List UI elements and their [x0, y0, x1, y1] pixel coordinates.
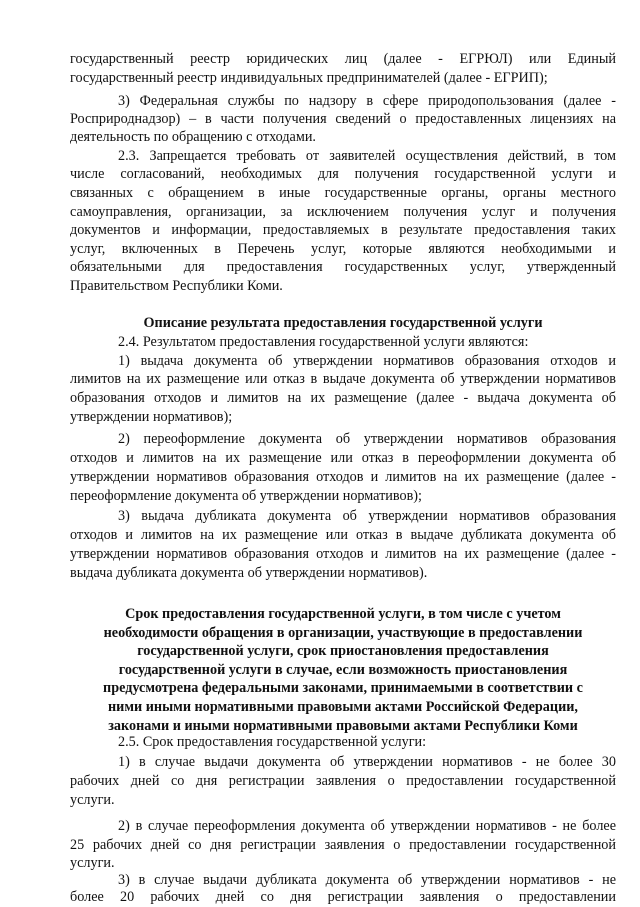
text-line: более 20 рабочих дней со дня регистрации заявления о предоставлении: [70, 889, 616, 905]
text-line: 2) в случае переоформления документа об утверждении нормативов - не более: [118, 818, 616, 834]
text-line: Росприроднадзор) – в части получения сведений о предоставленных лицензиях на: [70, 111, 616, 127]
text-line: услуг, включенных в Перечень услуг, которые являются необходимыми и: [70, 241, 616, 257]
text-line: 2) переоформление документа об утверждении нормативов образования: [118, 431, 616, 447]
text-line: лимитов на их размещение или отказ в выдаче документа об утверждении нормативов: [70, 371, 616, 387]
text-line: рабочих дней со дня регистрации заявления о предоставлении государственной: [70, 773, 616, 789]
text-line: отходов и лимитов на их размещение или отказ в переоформлении документа об: [70, 450, 616, 466]
text-line: 2.3. Запрещается требовать от заявителей осуществления действий, в том: [118, 148, 616, 164]
section-heading: ними иными нормативными правовыми актами Российской Федерации,: [108, 699, 578, 715]
text-line: 1) в случае выдачи документа об утверждении нормативов - не более 30: [118, 754, 616, 770]
section-heading: Описание результата предоставления государственной услуги: [143, 315, 543, 331]
text-line: 2.4. Результатом предоставления государственной услуги являются:: [118, 334, 529, 350]
text-line: обязательными для предоставления государственных услуг, утвержденный: [70, 259, 616, 275]
text-line: самоуправления, организации, за исключением получения услуг и получения: [70, 204, 616, 220]
text-line: государственный реестр индивидуальных предпринимателей (далее - ЕГРИП);: [70, 70, 548, 86]
text-line: отходов и лимитов на их размещение или отказ в выдаче дубликата документа об: [70, 527, 616, 543]
text-line: выдача дубликата документа об утверждении нормативов).: [70, 565, 428, 581]
text-line: услуги.: [70, 855, 115, 871]
text-line: 3) в случае выдачи дубликата документа об утверждении нормативов - не: [118, 872, 616, 888]
text-line: 3) Федеральная службы по надзору в сфере природопользования (далее -: [118, 93, 616, 109]
section-heading: государственной услуги в случае, если возможность приостановления: [118, 662, 568, 678]
text-line: услуги.: [70, 792, 115, 808]
text-line: 2.5. Срок предоставления государственной услуги:: [118, 734, 427, 750]
text-line: государственный реестр юридических лиц (далее - ЕГРЮЛ) или Единый: [70, 51, 616, 67]
section-heading: предусмотрена федеральными законами, принимаемыми в соответствии с: [103, 680, 583, 696]
section-heading: необходимости обращения в организации, участвующие в предоставлении: [103, 625, 583, 641]
text-line: 3) выдача дубликата документа об утверждении нормативов образования: [118, 508, 616, 524]
section-heading: государственной услуги, срок приостановления предоставления: [137, 643, 549, 659]
text-line: Правительством Республики Коми.: [70, 278, 283, 294]
text-line: образования отходов и лимитов на их размещение (далее - выдача документа об: [70, 390, 616, 406]
text-line: 1) выдача документа об утверждении нормативов образования отходов и: [118, 353, 616, 369]
text-line: переоформление документа об утверждении нормативов);: [70, 488, 422, 504]
text-line: утверждении нормативов);: [70, 409, 233, 425]
text-line: утверждении нормативов образования отходов и лимитов на их размещение (далее -: [70, 469, 616, 485]
text-line: деятельность по обращению с отходами.: [70, 129, 316, 145]
text-line: 25 рабочих дней со дня регистрации заявления о предоставлении государственной: [70, 837, 616, 853]
text-line: утверждении нормативов образования отходов и лимитов на их размещение (далее -: [70, 546, 616, 562]
text-line: связанных с обращением в иные государственные органы, органы местного: [70, 185, 616, 201]
text-line: числе согласований, необходимых для получения государственной услуги и: [70, 166, 616, 182]
section-heading: законами и иными нормативными правовыми актами Республики Коми: [108, 718, 578, 734]
text-line: документов и информации, предоставляемых в результате предоставления таких: [70, 222, 616, 238]
section-heading: Срок предоставления государственной услуги, в том числе с учетом: [125, 606, 561, 622]
